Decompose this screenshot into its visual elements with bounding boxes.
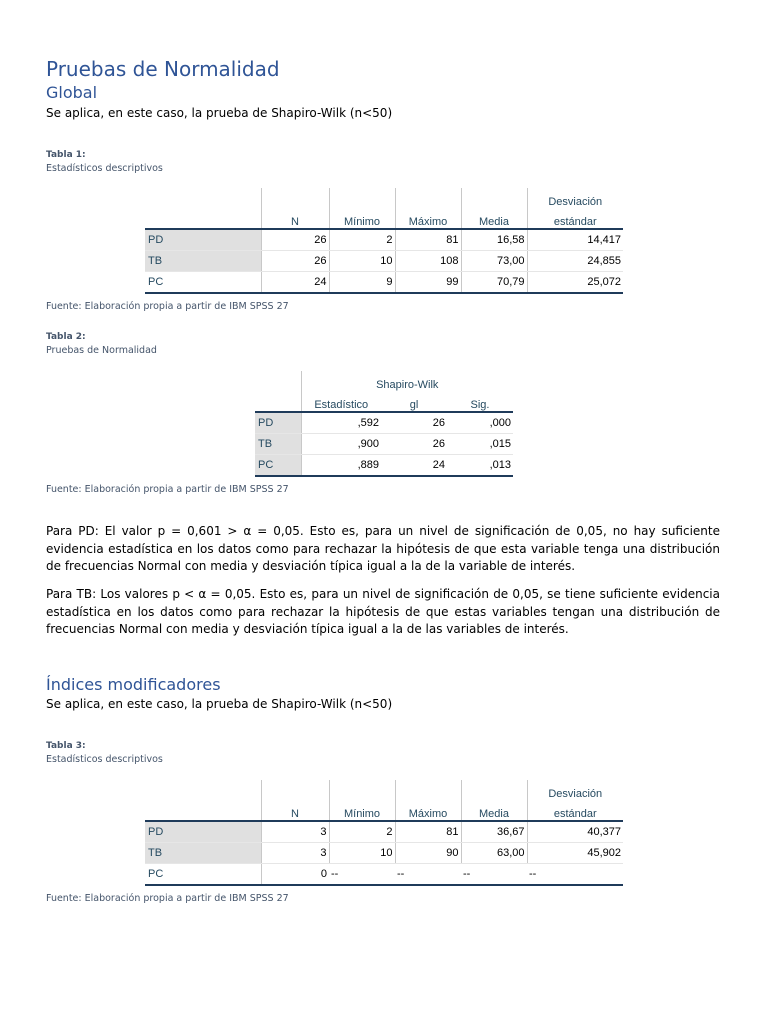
table-row: [255, 434, 513, 455]
cell-gl: 24: [381, 455, 447, 477]
cell-stat: ,889: [301, 455, 381, 477]
table3-label: Tabla 3:: [46, 741, 86, 751]
cell-n: 3: [261, 821, 329, 843]
table2-label: Tabla 2:: [46, 332, 86, 342]
cell-stat: ,592: [301, 412, 381, 434]
cell-mean: 70,79: [461, 272, 527, 294]
table-row: [145, 821, 623, 843]
cell-min: 10: [329, 843, 395, 864]
table-row: [145, 864, 623, 886]
cell-mean: 63,00: [461, 843, 527, 864]
col-header-sig: Sig.: [470, 399, 490, 411]
cell-min: 9: [329, 272, 395, 294]
row-label: TB: [145, 843, 261, 864]
row-label: PD: [255, 412, 301, 434]
col-header-max: Máximo: [395, 780, 461, 820]
cell-max: 81: [395, 821, 461, 843]
row-label: PD: [145, 821, 261, 843]
cell-min: 2: [329, 821, 395, 843]
cell-gl: 26: [381, 412, 447, 434]
col-header-mean: Media: [461, 188, 527, 228]
col-header-min: Mínimo: [329, 188, 395, 228]
table3-title: Estadísticos descriptivos: [46, 754, 163, 765]
cell-stat: ,900: [301, 434, 381, 455]
cell-mean: 73,00: [461, 251, 527, 272]
col-header-stat: Estadístico: [301, 391, 381, 411]
table-row: [145, 272, 623, 294]
cell-max: 99: [395, 272, 461, 294]
col-group-header-shapiro-wilk: Shapiro-Wilk: [301, 371, 513, 391]
col-header-min: Mínimo: [329, 780, 395, 820]
table2-source: Fuente: Elaboración propia a partir de IBM SPSS 27: [46, 484, 289, 495]
table1-source: Fuente: Elaboración propia a partir de IBM SPSS 27: [46, 301, 289, 312]
cell-sig: ,015: [447, 434, 513, 455]
table1-label: Tabla 1:: [46, 150, 86, 160]
table3-source: Fuente: Elaboración propia a partir de IBM SPSS 27: [46, 893, 289, 904]
table1-title: Estadísticos descriptivos: [46, 163, 163, 174]
table2-title: Pruebas de Normalidad: [46, 345, 157, 356]
paragraph-pd: Para PD: El valor p = 0,601 > α = 0,05. Esto es, para un nivel de significación de 0,05, no hay suficiente evidencia estadística en los datos como para rechazar la hipótesis de que esta variable tenga una distribución de frecuencias Normal con media y desviación típica igual a la de la variable de interés.: [46, 524, 720, 573]
section-heading-global: Global: [46, 83, 98, 102]
col-header-gl: gl: [409, 399, 419, 411]
col-header-sd-line2: estándar: [527, 208, 623, 228]
table3-descriptives: [145, 780, 623, 886]
cell-sig: ,013: [447, 455, 513, 477]
row-label: TB: [255, 434, 301, 455]
table2-normality: [255, 371, 513, 477]
table-row: [145, 843, 623, 864]
section-heading-indices: Índices modificadores: [46, 675, 221, 694]
cell-sd: --: [527, 864, 623, 886]
cell-sd: 14,417: [527, 229, 623, 251]
cell-max: 108: [395, 251, 461, 272]
cell-n: 0: [261, 864, 329, 886]
global-intro: Se aplica, en este caso, la prueba de Shapiro-Wilk (n<50): [46, 106, 393, 120]
row-label: PC: [145, 864, 261, 886]
cell-gl: 26: [381, 434, 447, 455]
cell-min: --: [329, 864, 395, 886]
cell-mean: --: [461, 864, 527, 886]
cell-n: 26: [261, 251, 329, 272]
table-row: [145, 251, 623, 272]
col-header-n: N: [261, 780, 329, 820]
cell-n: 3: [261, 843, 329, 864]
row-label: PC: [145, 272, 261, 294]
table-row: [255, 412, 513, 434]
cell-mean: 16,58: [461, 229, 527, 251]
col-header-mean: Media: [461, 780, 527, 820]
col-header-sd-line1: Desviación: [527, 188, 623, 208]
table1-descriptives: [145, 188, 623, 294]
cell-n: 26: [261, 229, 329, 251]
cell-mean: 36,67: [461, 821, 527, 843]
cell-sd: 25,072: [527, 272, 623, 294]
cell-max: --: [395, 864, 461, 886]
table-row: [255, 455, 513, 477]
col-header-max: Máximo: [395, 188, 461, 228]
cell-sd: 45,902: [527, 843, 623, 864]
cell-min: 10: [329, 251, 395, 272]
cell-min: 2: [329, 229, 395, 251]
col-header-sd-line1: Desviación: [527, 780, 623, 800]
cell-max: 81: [395, 229, 461, 251]
cell-max: 90: [395, 843, 461, 864]
row-label: PD: [145, 229, 261, 251]
col-header-n: N: [261, 188, 329, 228]
cell-sd: 24,855: [527, 251, 623, 272]
cell-sd: 40,377: [527, 821, 623, 843]
cell-n: 24: [261, 272, 329, 294]
table-row: [145, 229, 623, 251]
paragraph-tb: Para TB: Los valores p < α = 0,05. Esto es, para un nivel de significación de 0,05, se tiene suficiente evidencia estadística en los datos como para rechazar la hipótesis de que estas variables tengan una distribución de frecuencias Normal con media y desviación típica igual a la de las variables de interés.: [46, 587, 720, 636]
row-label: PC: [255, 455, 301, 477]
row-label: TB: [145, 251, 261, 272]
cell-sig: ,000: [447, 412, 513, 434]
col-header-sd-line2: estándar: [527, 800, 623, 820]
page-title: Pruebas de Normalidad: [46, 57, 280, 81]
indices-intro: Se aplica, en este caso, la prueba de Shapiro-Wilk (n<50): [46, 697, 393, 711]
